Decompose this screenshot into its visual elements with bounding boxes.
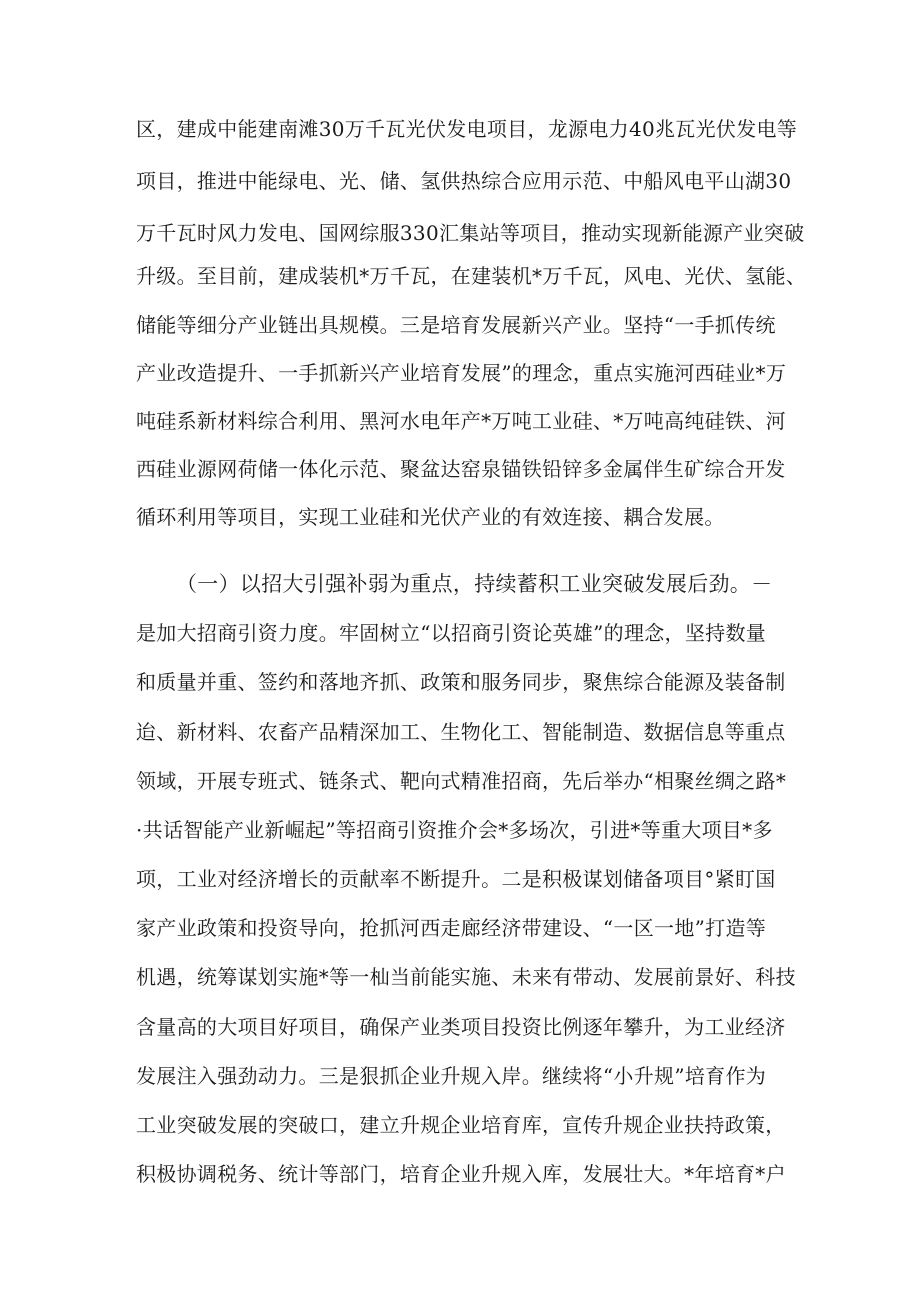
- text-line: 机遇，统筹谋划实施*等一杣当前能实施、未来有带动、发展前景好、科技: [136, 965, 796, 989]
- text-line: 家产业政策和投资导向，抢抓河西走廊经济带建设、“一区一地”打造等: [136, 916, 767, 940]
- section-heading-line: （一）以招大引强补弱为重点，持续蓄积工业突破发展后劲。－: [176, 572, 773, 596]
- text-line: 万千瓦时风力发电、国网综服330汇集站等项目，推动实现新能源产业突破: [136, 221, 805, 245]
- text-line: 积极协调税务、统计等部门，培育企业升规入库，发展壮大。*年培育*户: [136, 1162, 786, 1186]
- text-line: ·共话智能产业新崛起”等招商引资推介会*多场次，引进*等重大项目*多: [136, 818, 773, 842]
- text-line: 项目，推进中能绿电、光、储、氢供热综合应用示范、中船风电平山湖30: [136, 169, 792, 193]
- text-line: 西硅业源网荷储一体化示范、聚盆达窑泉锚铁铅锌多金属伴生矿综合开发: [136, 457, 786, 481]
- text-line: 产业改造提升、一手抓新兴产业培育发展”的理念，重点实施河西硅业*万: [136, 361, 787, 385]
- text-line: 项，工业对经济增长的贡献率不断提升。二是积极谋划储备项目°紧盯国: [136, 867, 776, 891]
- text-line: 发展注入强劲动力。三是狠抓企业升规入岸。继续将“小升规”培育作为: [136, 1064, 767, 1088]
- text-line: 迨、新材料、农畜产品精深加工、生物化工、智能制造、数据信息等重点: [136, 720, 786, 744]
- text-line: 是加大招商引资力度。牢固树立“以招商引资论英雄”的理念，坚持数量: [136, 621, 767, 645]
- text-line: 和质量并重、签约和落地齐抓、政策和服务同步，聚焦综合能源及装备制: [136, 670, 786, 694]
- text-line: 升级。至目前，建成装机*万千瓦，在建装机*万千瓦，风电、光伏、氢能、: [136, 264, 807, 288]
- text-line: 含量高的大项目好项目，确保产业类项目投资比例逐年攀升，为工业经济: [136, 1015, 786, 1039]
- text-line: 工业突破发展的突破口，建立升规企业培育库，宣传升规企业扶持政策，: [136, 1113, 786, 1137]
- text-line: 储能等细分产业链出具规模。三是培育发展新兴产业。坚持“一手抓传统: [136, 313, 776, 337]
- text-line: 循环利用等项目，实现工业硅和光伏产业的有效连接、耦合发展。: [136, 505, 725, 529]
- text-line: 区，建成中能建南滩30万千瓦光伏发电项目，龙源电力40兆瓦光伏发电等: [136, 117, 798, 141]
- text-line: 领域，开展专班式、链条式、靶向式精准招商，先后举办“相聚丝绸之路*: [136, 769, 787, 793]
- text-line: 吨硅系新材料综合利用、黑河水电年产*万吨工业硅、*万吨高纯硅铁、河: [136, 409, 786, 433]
